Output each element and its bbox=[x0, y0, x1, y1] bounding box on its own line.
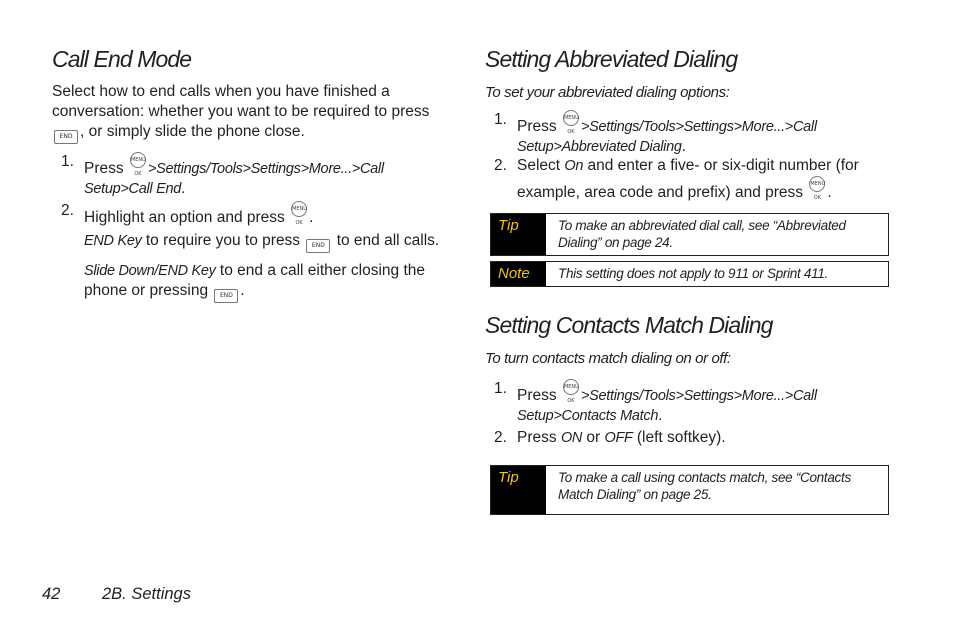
tip-label: Tip bbox=[491, 466, 546, 514]
period: . bbox=[658, 407, 663, 424]
tip-label: Tip bbox=[491, 214, 546, 255]
option-on: On bbox=[564, 158, 584, 174]
step-number: 2. bbox=[494, 157, 507, 174]
press-label: Press bbox=[517, 118, 557, 135]
step-body bbox=[84, 152, 464, 199]
step-number: 1. bbox=[61, 153, 74, 170]
option-text-line-2: phone or pressing bbox=[84, 282, 209, 299]
step-tail: (left softkey). bbox=[632, 429, 726, 446]
period: . bbox=[827, 184, 832, 201]
tip-box-contacts-match bbox=[490, 465, 889, 515]
press-label: Press bbox=[517, 387, 557, 404]
section-intro: To turn contacts match dialing on or off: bbox=[485, 350, 731, 367]
step-body bbox=[517, 156, 897, 203]
note-label: Note bbox=[491, 262, 546, 286]
intro-tail: , or simply slide the phone close. bbox=[80, 123, 305, 140]
note-box bbox=[490, 261, 889, 287]
intro-paragraph bbox=[52, 82, 462, 144]
select-label: Select bbox=[517, 157, 561, 174]
tip-box-abbreviated bbox=[490, 213, 889, 256]
step-number: 2. bbox=[494, 429, 507, 446]
step-body bbox=[517, 379, 897, 426]
intro-line-1: Select how to end calls when you have finished a bbox=[52, 83, 390, 100]
page-number: 42 bbox=[42, 585, 61, 603]
step-body bbox=[517, 110, 897, 157]
option-end-key bbox=[84, 231, 464, 253]
menu-ok-key-icon: MENU OK bbox=[130, 152, 146, 168]
tip-text: To make an abbreviated dial call, see “Abbreviated Dialing” on page 24. bbox=[558, 218, 846, 250]
menu-ok-key-icon: MENU OK bbox=[809, 176, 825, 192]
footer-section: 2B. Settings bbox=[102, 585, 191, 603]
section-intro: To set your abbreviated dialing options: bbox=[485, 84, 730, 101]
section-title-abbreviated-dialing: Setting Abbreviated Dialing bbox=[485, 46, 738, 72]
menu-path-line-1: >Settings/Tools>Settings>More...>Call bbox=[580, 119, 817, 135]
period: . bbox=[681, 138, 686, 155]
option-text: to require you to press bbox=[141, 232, 301, 249]
press-label: Press bbox=[517, 429, 557, 446]
step-body bbox=[84, 201, 464, 228]
option-name: Slide Down/END Key bbox=[84, 263, 216, 279]
press-label: Press bbox=[84, 160, 124, 177]
step-text-line-1: and enter a five- or six-digit number (for bbox=[583, 157, 859, 174]
menu-path-line-2: Setup>Abbreviated Dialing bbox=[517, 139, 682, 155]
note-text: This setting does not apply to 911 or Sprint 411. bbox=[558, 266, 828, 281]
end-key-icon: END bbox=[54, 130, 78, 144]
end-key-icon: END bbox=[306, 239, 330, 253]
step-text-line-2: example, area code and prefix) and press bbox=[517, 184, 804, 201]
step-number: 1. bbox=[494, 380, 507, 397]
menu-path-line-1: >Settings/Tools>Settings>More...>Call bbox=[580, 388, 817, 404]
step-number: 1. bbox=[494, 111, 507, 128]
step-body bbox=[517, 428, 897, 448]
menu-ok-key-icon: MENU OK bbox=[563, 110, 579, 126]
option-on: ON bbox=[560, 430, 583, 446]
option-off: OFF bbox=[604, 430, 633, 446]
option-text-line-1: to end a call either closing the bbox=[215, 262, 425, 279]
section-title-contacts-match: Setting Contacts Match Dialing bbox=[485, 312, 773, 338]
end-key-icon: END bbox=[214, 289, 238, 303]
option-tail: to end all calls. bbox=[336, 232, 440, 249]
step-text: Highlight an option and press bbox=[84, 209, 285, 226]
or-text: or bbox=[582, 429, 605, 446]
step-number: 2. bbox=[61, 202, 74, 219]
tip-text: To make a call using contacts match, see “Contacts Match Dialing” on page 25. bbox=[558, 470, 851, 502]
menu-path-line-2: Setup>Call End bbox=[84, 181, 181, 197]
menu-ok-key-icon: MENU OK bbox=[291, 201, 307, 217]
option-name: END Key bbox=[84, 233, 142, 249]
menu-path-line-1: >Settings/Tools>Settings>More...>Call bbox=[147, 161, 384, 177]
menu-path-line-2: Setup>Contacts Match bbox=[517, 408, 659, 424]
period: . bbox=[180, 180, 186, 197]
period: . bbox=[309, 209, 314, 226]
section-title-call-end-mode: Call End Mode bbox=[52, 46, 192, 72]
option-slide-down bbox=[84, 261, 464, 303]
intro-line-2: conversation: whether you want to be required to press bbox=[52, 103, 430, 120]
menu-ok-key-icon: MENU OK bbox=[563, 379, 579, 395]
period: . bbox=[240, 282, 245, 299]
